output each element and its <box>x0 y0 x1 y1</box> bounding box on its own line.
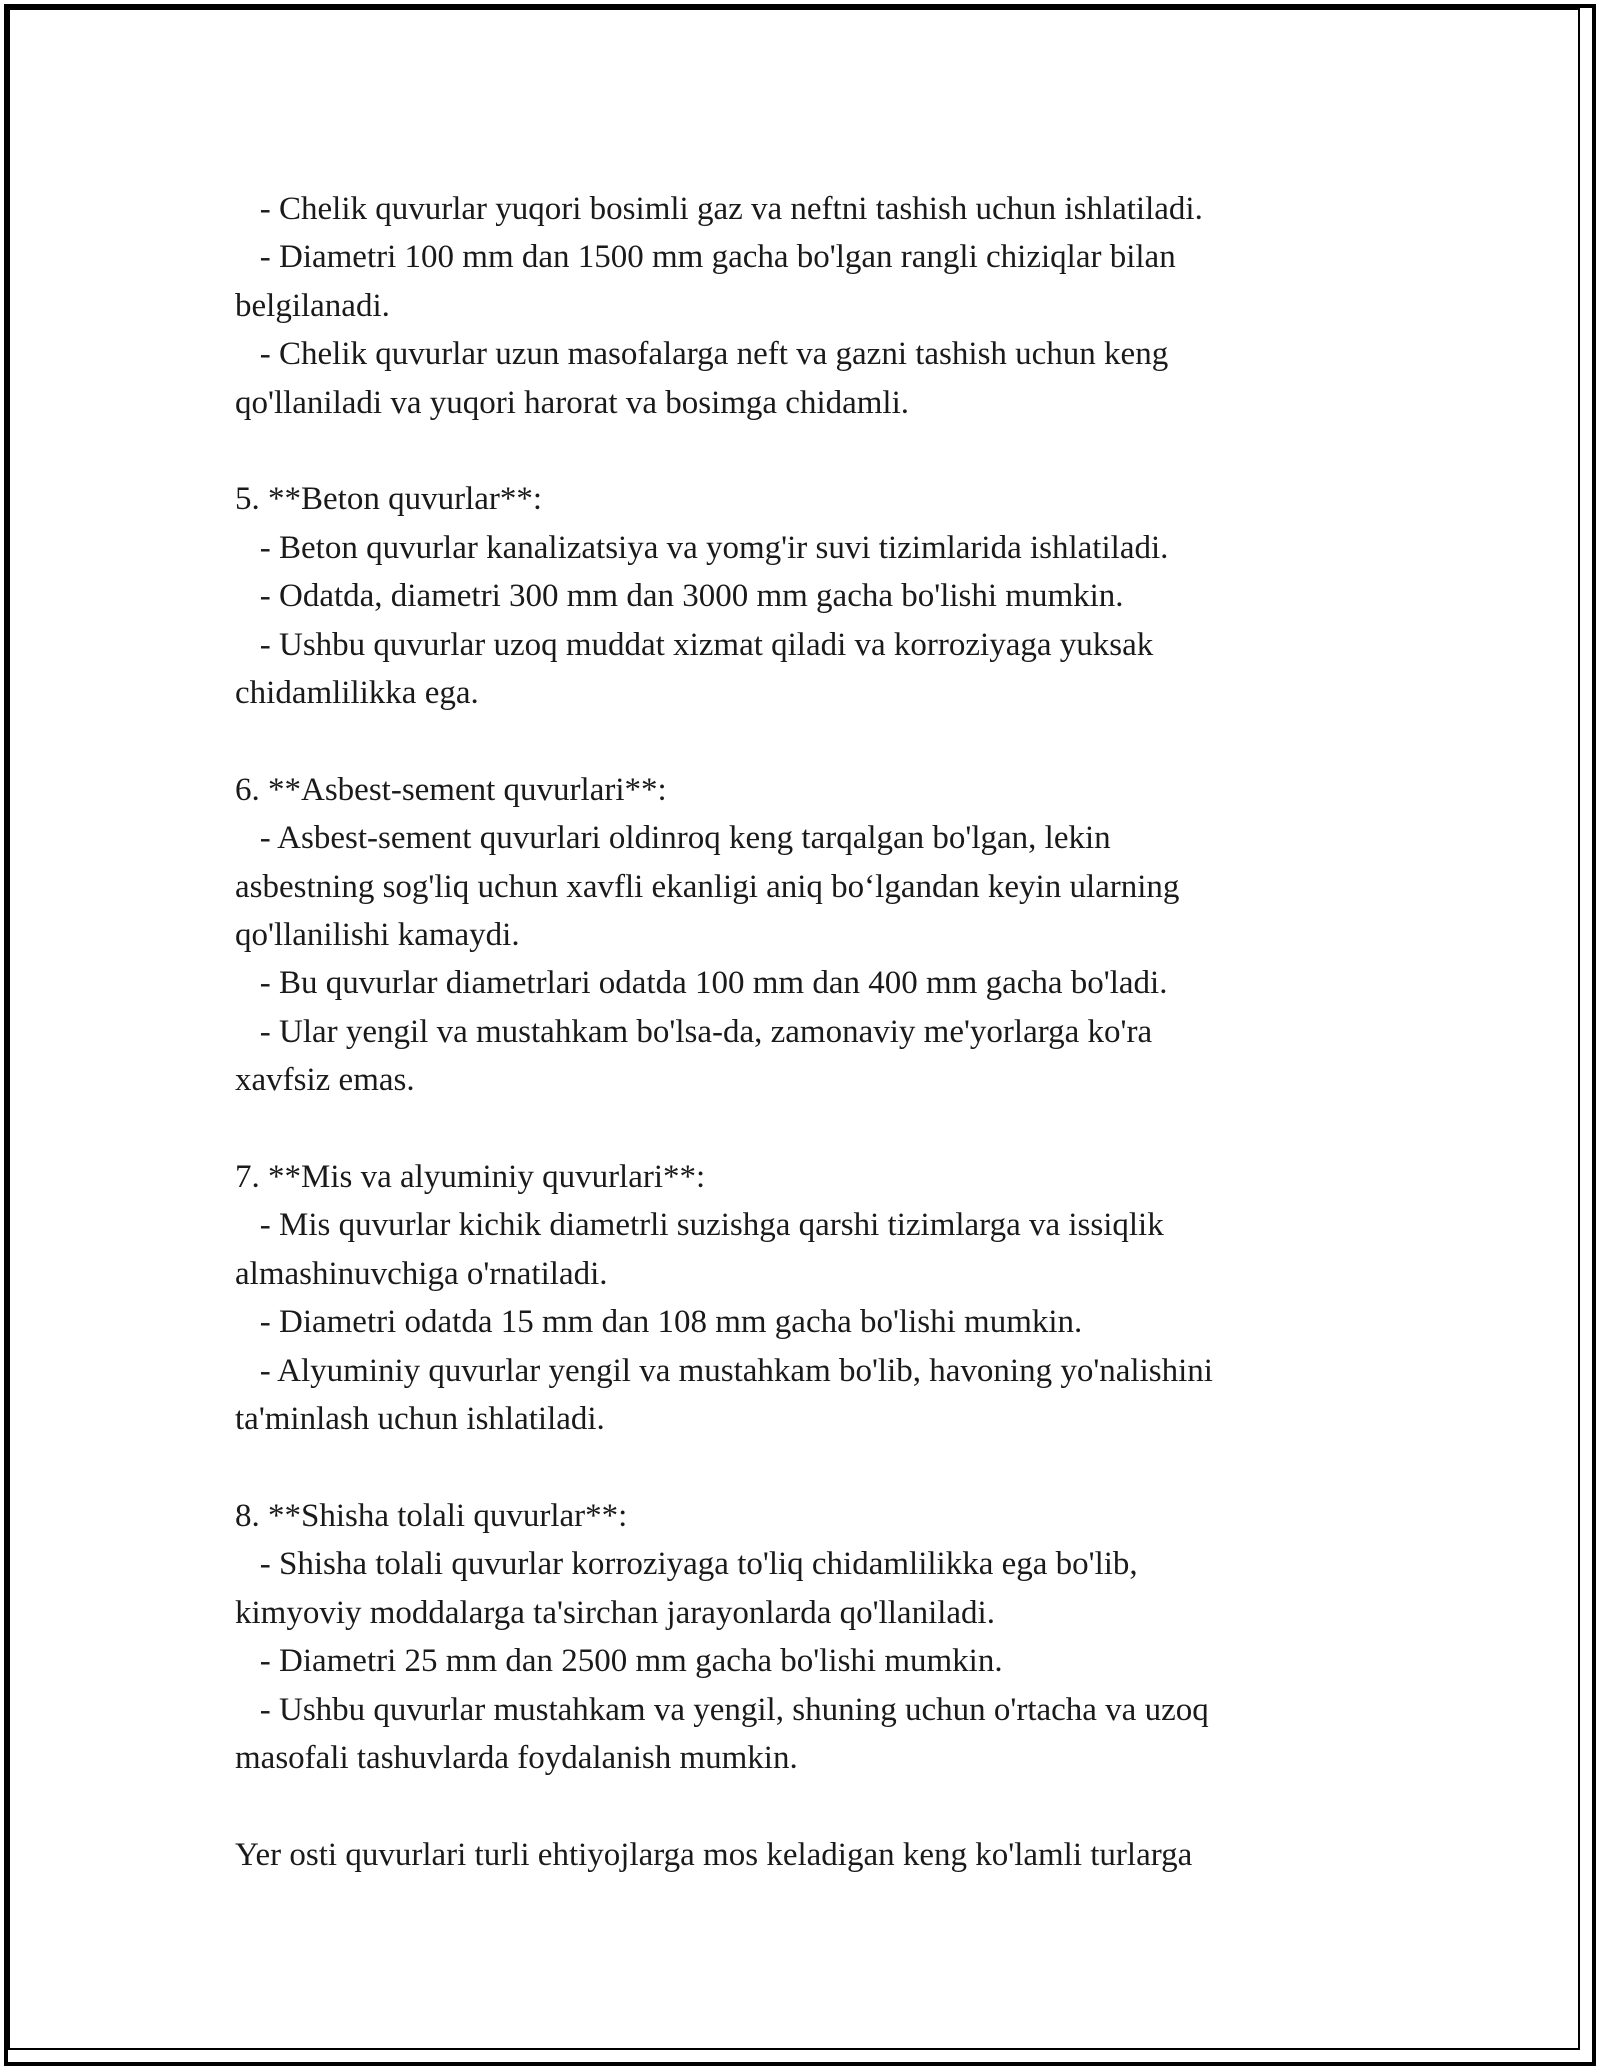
text-line: - Alyuminiy quvurlar yengil va mustahkam bo'lib, havoning yo'nalishini <box>235 1352 1213 1389</box>
text-line: - Diametri 25 mm dan 2500 mm gacha bo'lishi mumkin. <box>235 1643 1003 1680</box>
text-line: 7. **Mis va alyuminiy quvurlari**: <box>235 1159 706 1196</box>
text-line: belgilanadi. <box>235 287 390 324</box>
text-line: - Diametri 100 mm dan 1500 mm gacha bo'lgan rangli chiziqlar bilan <box>235 239 1176 276</box>
text-line: xavfsiz emas. <box>235 1062 415 1099</box>
text-line: 5. **Beton quvurlar**: <box>235 481 543 518</box>
text-line: - Bu quvurlar diametrlari odatda 100 mm dan 400 mm gacha bo'ladi. <box>235 965 1168 1002</box>
text-line: - Shisha tolali quvurlar korroziyaga to'liq chidamlilikka ega bo'lib, <box>235 1546 1138 1583</box>
text-line: asbestning sog'liq uchun xavfli ekanligi aniq bo‘lgandan keyin ularning <box>235 868 1180 905</box>
text-line: 8. **Shisha tolali quvurlar**: <box>235 1497 628 1534</box>
text-line: - Ushbu quvurlar mustahkam va yengil, shuning uchun o'rtacha va uzoq <box>235 1691 1209 1728</box>
text-line: - Ular yengil va mustahkam bo'lsa-da, zamonaviy me'yorlarga ko'ra <box>235 1013 1153 1050</box>
text-line: kimyoviy moddalarga ta'sirchan jarayonlarda qo'llaniladi. <box>235 1594 995 1631</box>
document-body <box>235 185 1365 1879</box>
text-line: - Chelik quvurlar uzun masofalarga neft va gazni tashish uchun keng <box>235 336 1169 373</box>
text-line: almashinuvchiga o'rnatiladi. <box>235 1255 608 1292</box>
text-line: chidamlilikka ega. <box>235 675 479 712</box>
text-line: masofali tashuvlarda foydalanish mumkin. <box>235 1739 798 1776</box>
text-line: qo'llaniladi va yuqori harorat va bosimga chidamli. <box>235 384 910 421</box>
blank-line <box>235 717 1365 765</box>
text-line: - Ushbu quvurlar uzoq muddat xizmat qiladi va korroziyaga yuksak <box>235 626 1154 663</box>
text-line: - Odatda, diametri 300 mm dan 3000 mm gacha bo'lishi mumkin. <box>235 578 1124 615</box>
text-line: - Mis quvurlar kichik diametrli suzishga qarshi tizimlarga va issiqlik <box>235 1207 1164 1244</box>
text-line: - Chelik quvurlar yuqori bosimli gaz va neftni tashish uchun ishlatiladi. <box>235 191 1203 227</box>
text-line: Yer osti quvurlari turli ehtiyojlarga mos keladigan keng ko'lamli turlarga <box>235 1836 1193 1873</box>
blank-line <box>235 427 1365 475</box>
text-line: ta'minlash uchun ishlatiladi. <box>235 1401 605 1438</box>
text-line: - Diametri odatda 15 mm dan 108 mm gacha bo'lishi mumkin. <box>235 1304 1083 1341</box>
blank-line <box>235 1105 1365 1153</box>
text-line: - Asbest-sement quvurlari oldinroq keng tarqalgan bo'lgan, lekin <box>235 820 1111 857</box>
text-line: - Beton quvurlar kanalizatsiya va yomg'ir suvi tizimlarida ishlatiladi. <box>235 529 1169 566</box>
blank-line <box>235 1782 1365 1830</box>
text-line: qo'llanilishi kamaydi. <box>235 917 520 954</box>
blank-line <box>235 1444 1365 1492</box>
text-line: 6. **Asbest-sement quvurlari**: <box>235 771 667 808</box>
